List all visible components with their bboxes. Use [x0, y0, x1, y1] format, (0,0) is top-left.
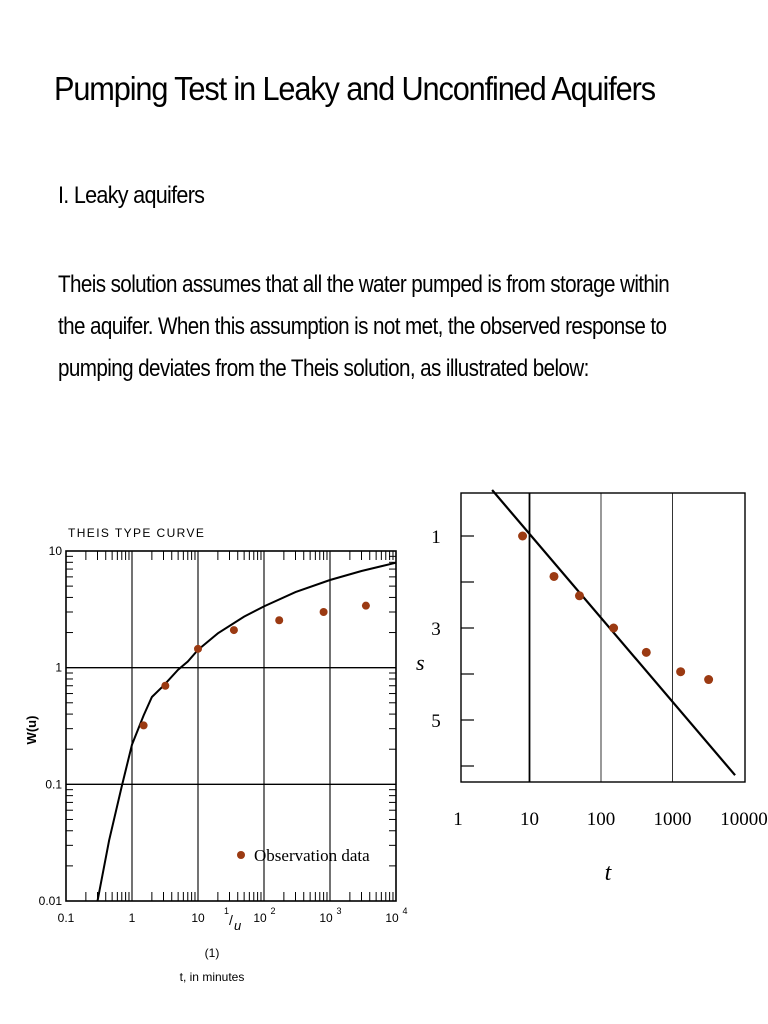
section-heading: I. Leaky aquifers	[58, 182, 205, 209]
theis-x-axis-caption: t, in minutes	[179, 970, 245, 984]
body-line-2: the aquifer. When this assumption is not met, the observed response to	[58, 313, 667, 340]
theis-x-axis-subscript: (1)	[204, 946, 220, 960]
st-x-tick-label: 1	[453, 809, 463, 830]
theis-x-tick-label: 10	[385, 911, 399, 925]
theis-x-tick-exponent: 2	[270, 906, 276, 916]
theis-y-tick-label: 10	[48, 544, 62, 558]
st-observation-point	[704, 675, 713, 684]
body-line-1: Theis solution assumes that all the water pumped is from storage within	[58, 271, 670, 298]
st-observation-point	[609, 624, 618, 633]
theis-y-tick-label: 0.1	[45, 777, 62, 792]
st-x-tick-label: 1000	[653, 809, 692, 830]
theis-x-symbol-slash: /	[229, 912, 233, 928]
theis-legend-label: Observation data	[254, 846, 370, 865]
st-observation-point	[549, 572, 558, 581]
st-x-tick-label: 100	[586, 809, 616, 830]
st-y-tick-label: 5	[431, 711, 441, 732]
theis-x-tick-exponent: 4	[402, 906, 408, 916]
theis-x-tick-exponent: 3	[336, 906, 342, 916]
st-plot-frame	[461, 493, 745, 782]
st-x-tick-label: 10	[520, 809, 539, 830]
st-plot-area	[431, 490, 768, 830]
theis-y-axis-label: W(u)	[24, 715, 39, 745]
theis-chart-title: THEIS TYPE CURVE	[68, 526, 206, 540]
st-observation-point	[518, 532, 527, 541]
st-y-tick-label: 1	[431, 527, 441, 548]
theis-x-symbol-denominator: u	[234, 918, 242, 933]
theis-x-tick-label: 1	[128, 911, 136, 925]
theis-x-tick-label: 10	[191, 911, 205, 925]
theis-x-tick-label: 10	[319, 911, 333, 925]
st-observation-point	[575, 591, 584, 600]
theis-y-tick-label: 1	[55, 660, 62, 675]
st-theis-line	[492, 490, 735, 775]
theis-x-tick-label: 10	[253, 911, 267, 925]
st-observation-point	[642, 648, 651, 657]
st-observation-point	[676, 667, 685, 676]
st-y-axis-label: s	[416, 650, 425, 675]
st-y-tick-label: 3	[431, 619, 441, 640]
slide-title: Pumping Test in Leaky and Unconfined Aquifers	[54, 70, 655, 107]
theis-x-tick-label: 0.1	[57, 911, 75, 925]
theis-y-tick-label: 0.01	[38, 894, 62, 908]
theis-x-symbol-numerator: 1	[224, 906, 230, 916]
st-x-axis-label: t	[604, 860, 612, 886]
st-x-tick-label: 10000	[720, 809, 768, 830]
body-line-3: pumping deviates from the Theis solution, as illustrated below:	[58, 355, 589, 382]
